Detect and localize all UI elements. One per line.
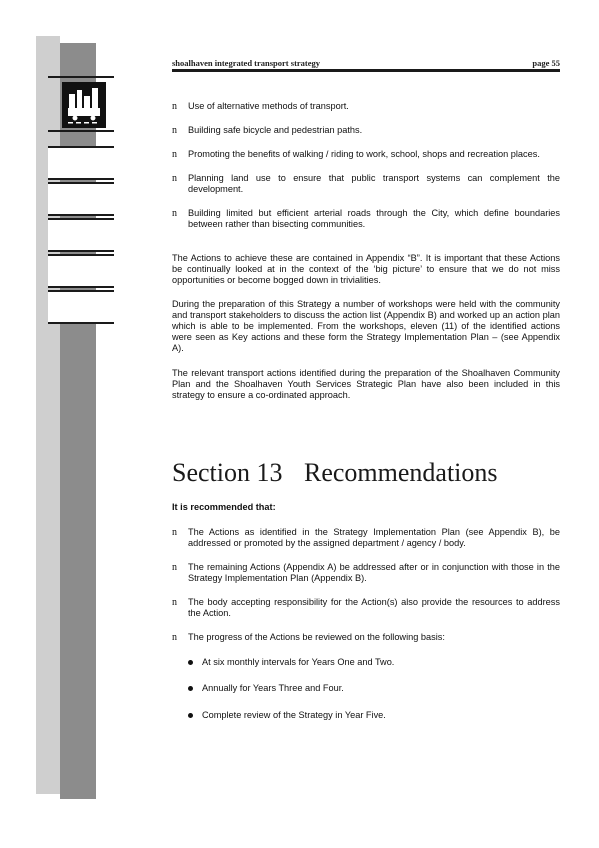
sidebar-tab (48, 254, 114, 288)
section-heading (172, 458, 572, 488)
list-item: n The Actions as identified in the Strategy Implementation Plan (see Appendix B), be addressed or promoted by the assigned department / agency / body. (172, 527, 560, 548)
bullet-glyph: n (172, 562, 177, 573)
page-number: page 55 (532, 58, 560, 68)
bullet-glyph: n (172, 149, 177, 160)
bullet-dot-icon (188, 713, 193, 718)
header-title: shoalhaven integrated transport strategy (172, 58, 321, 68)
list-item: n The progress of the Actions be reviewed on the following basis: (172, 632, 445, 643)
bullet-glyph: n (172, 208, 177, 219)
list-item: n Building safe bicycle and pedestrian paths. (172, 125, 363, 136)
section-title: Recommendations (304, 458, 498, 487)
bullet-glyph: n (172, 125, 177, 136)
sidebar-tab (48, 146, 114, 180)
recommendation-list (172, 527, 560, 643)
list-item: n Planning land use to ensure that public transport systems can complement the development. (172, 173, 560, 194)
body-paragraph: During the preparation of this Strategy a number of workshops were held with the community and transport stakeholders to discuss the action list (Appendix B) and worked up an action plan which is able to be implemented. From the workshops, eleven (11) of the identified actions were seen as Key actions and these form the Strategy Implementation Plan – (see Appendix A). (172, 299, 560, 353)
section-number: Section 13 (172, 458, 283, 487)
body-paragraph: The relevant transport actions identified during the preparation of the Shoalhaven Community Plan and the Shoalhaven Youth Services Strategic Plan have also been included in this strategy to ensure a co-ordinated approach. (172, 368, 560, 400)
sidebar-rule (48, 76, 114, 78)
bullet-glyph: n (172, 101, 177, 112)
bullet-glyph: n (172, 173, 177, 184)
list-item: n Promoting the benefits of walking / riding to work, school, shops and recreation places. (172, 149, 540, 160)
sub-list-item: Complete review of the Strategy in Year Five. (188, 710, 386, 721)
bullet-dot-icon (188, 660, 193, 665)
sub-list-item: At six monthly intervals for Years One and Two. (188, 657, 394, 668)
list-item: n The body accepting responsibility for the Action(s) also provide the resources to address the Action. (172, 597, 560, 618)
sidebar-tab (48, 182, 114, 216)
list-item: n Use of alternative methods of transport. (172, 101, 349, 112)
bullet-glyph: n (172, 597, 177, 608)
header-rule (172, 69, 560, 72)
body-paragraph: The Actions to achieve these are contained in Appendix “B”. It is important that these Actions be continually looked at in the context of the ‘big picture’ to ensure that we do not miss opportunities or become bogged down in trivialities. (172, 253, 560, 285)
bullet-dot-icon (188, 686, 193, 691)
sidebar-rule (48, 130, 114, 132)
section-intro: It is recommended that: (172, 502, 276, 512)
city-transport-logo-icon (62, 82, 106, 128)
sidebar-tab (48, 218, 114, 252)
list-item: n Building limited but efficient arterial roads through the City, which define boundaries between rather than bisecting communities. (172, 208, 560, 229)
top-bullet-list (172, 101, 560, 230)
sub-list-item: Annually for Years Three and Four. (188, 683, 344, 694)
list-item: n The remaining Actions (Appendix A) be addressed after or in conjunction with those in the Strategy Implementation Plan (Appendix B). (172, 562, 560, 583)
sidebar-tab (48, 290, 114, 324)
bullet-glyph: n (172, 632, 177, 643)
bullet-glyph: n (172, 527, 177, 538)
